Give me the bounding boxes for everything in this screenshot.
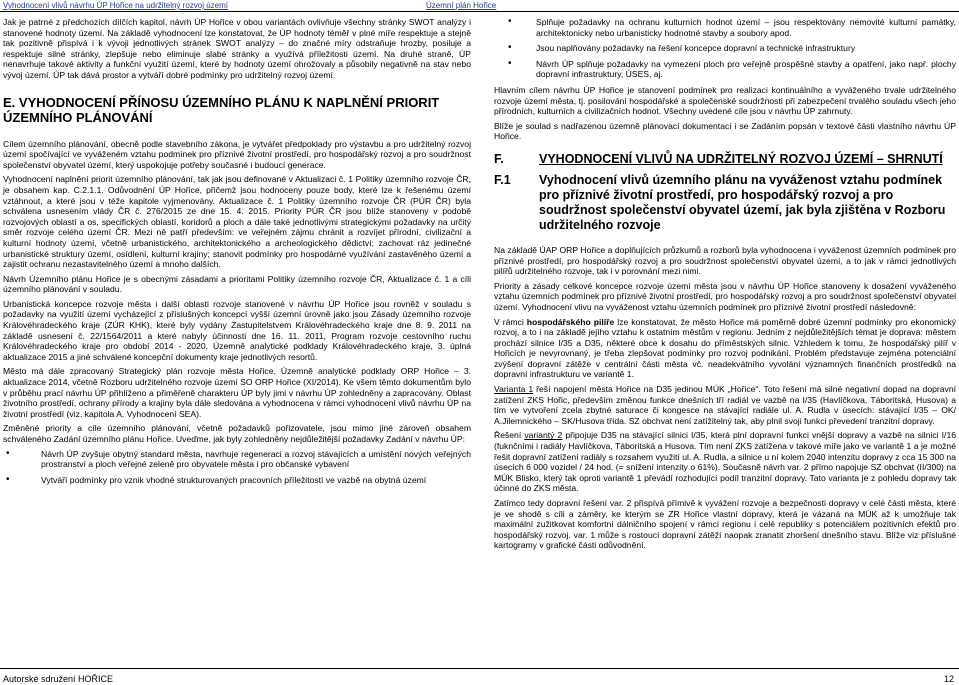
list-item: • Splňuje požadavky na ochranu kulturních hodnot území – jsou respektovány nemovité kulturní památky, architektonicky nebo urbanisticky hodnotné stavby a soubory apod.	[494, 17, 956, 38]
list-item: • Návrh ÚP splňuje požadavky na vymezení ploch pro veřejně prospěšné stavby a opatření, jako např. plochy dopravní infrastruktury, ÚSES, aj.	[494, 59, 956, 80]
underlined-term: Varianta 1	[494, 384, 534, 395]
paragraph: Zatímco tedy dopravní řešení var. 2 přispívá přímivě k vyvážení rozvoje a bezpečnosti dopravy v celé části města, které je ve shodě s cíli a záměry, ke kterým se ZR Hořice vlastní dopravy, která je vázaná na MÚK až k umožňuje tak maximální zužitkovat komfortní dálničního spojení v rámci regionu i celé republiky s potenciálem pozitivních efektů pro hospodářský rozvoj. var. 1 může s rostoucí dopravní zátěží naopak zranatit zhoršení dnešního stavu. Blíže viz příslušné kartogramy v grafické části odůvodnění.	[494, 498, 956, 551]
text-run: řeší napojení města Hořice na D35 jedinou MÚK „Hořice“. Toto řešení má silné negativní dopad na dopravní zatížení ZKS Hořic, především změnou funkce dnešních tří radiál ve vazbě na I/35 (Havlíčkova, Táboritská, Husova) a tím ve vytvoření zcela zbytné saturace či kongesce na stávající radiále ul. A. Rudla v úsecích: stávající I/35 – OK/ A.Jilemnického – SK/Husova třída. SZ obchvat není zatížitelný tak, aby plnil svoji funkci převedení tranzitní dopravy.	[494, 384, 956, 426]
section-e-heading: E. VYHODNOCENÍ PŘÍNOSU ÚZEMNÍHO PLÁNU K NAPLNĚNÍ PRIORIT ÚZEMNÍHO PLÁNOVÁNÍ	[3, 94, 440, 125]
paragraph: Návrh Územního plánu Hořice je s obecnými zásadami a prioritami Politiky územního rozvoje ČR, Aktualizace č. 1 a cíli územního plánování v souladu.	[3, 273, 471, 295]
text-run: připojuje D35 na stávající silnici I/35, která plní dopravní funkci vnější dopravy a vazbě na silnici I/16 (fuknčními i radiály Havlíčkova, Táboritská a Husova. Tím není ZKS zatížena v takové míře jako ve variantě 1 a je možné řešit dopravní zatížení radiály s rozsahem využití ul. A. Rudla, a silnice u ní kolem 2040 intenzitu dopravy z cca 15 300 na úsecích 6 000 vozidel / 24 hod. (= snížení intenzity o 61%). Současně návrh var. 2 přímo napojuje SZ obchvat (II/300) na MÚK Blisko, který tak oproti variantě 1 převádí rozhodující podíl tranzitní dopravy. Tato varianta je z pohledu dopravy tak účinné do ZKS města.	[494, 430, 957, 494]
footer-rule	[0, 668, 959, 669]
list-item: • Jsou naplňovány požadavky na řešení koncepce dopravní a technické infrastruktury	[494, 43, 956, 54]
list-item: • Vytváří podmínky pro vznik vhodné strukturovaných pracovních příležitostí ve vazbě na obytná území	[3, 475, 471, 486]
section-f-number: F.	[494, 151, 504, 166]
paragraph: Vyhodnocení naplnění priorit územního plánování, tak jak jsou definované v Aktualizaci č. 1 Politiky územního rozvoje ČR, je obsahem kap. C.2.1.1. Odůvodnění ÚP Hořice, přičemž jsou hodnoceny pouze body, které lze k řešenému území vztáhnout, a které jsou v téže kapitole vyjmenovány. Aktualizace č. 1 Politiky územního rozvoje ČR (PÚR ČR) byla schválena usnesením vlády ČR č. 276/2015 ze dne 15. 4. 2015. Priority PÚR ČR jsou blíže stanoveny v podobě rozvojových oblastí a os, specifických oblastí, koridorů a ploch a dále také jednotlivými strategickými požadavky na určitý směr rozvoje celého území ČR. Mezi ně patří především: ve veřejném zájmu chránit a rozvíjet přírodní, civilizační a kulturní hodnoty území, včetně urbanistického, architektonického a archeologického dědictví; zachovat ráz jedinečné urbanistické struktury území, osídlení, kulturní krajiny; stanovit podmínky pro hospodárné využívání zastavěného území a zajistit ochranu nezastavitelného území a mnoho dalších.	[3, 174, 471, 270]
right-column	[494, 17, 956, 555]
paragraph: Na základě ÚAP ORP Hořice a doplňujících průzkumů a rozborů byla vyhodnocena i vyváženost územních podmínek pro příznivé prostředí, pro hospodářský rozvoj a pro soudržnost společenství obyvatel území, a to jak v rámci jednotlivých pilířů udržitelného rozvoje, tak i v porovnání mezi nimi.	[494, 244, 956, 277]
page-number: 12	[943, 674, 954, 684]
paragraph: Změněné priority a cíle územního plánování, včetně požadavků pořizovatele, jsou mimo jiné zároveň obsahem schváleného Zadání územního plánu Hořice. Uveďme, jak byly zohledněny nejdůležitější požadavky Zadání v návrhu ÚP:	[3, 423, 471, 444]
paragraph: Urbanistická koncepce rozvoje města i další oblasti rozvoje stanovené v návrhu ÚP Hořice jsou rovněž v souladu s požadavky na využití území vycházející z příslušných koncepcí vyšší územní úrovně jako jsou Zásady územního rozvoje Královéhradeckého kraje (ZÚR KHK), které byly vydány Zastupitelstvem Královéhradeckého kraje dne 8. 9. 2011 na základě usnesení č. 22/1564/2011 a které nabyly účinnosti dne 16. 11. 2011, Program rozvoje cestovního ruchu Královéhradeckého kraje pro období 2014 - 2020, Územně analytické podklady Královéhradeckého kraje, 3. úplná aktualizace 2015 a jiné schválené koncepční dokumenty kraje jednotlivých resortů.	[3, 298, 471, 362]
paragraph: Jak je patrné z předchozích dílčích kapitol, návrh ÚP Hořice v obou variantách ovlivňuje všechny stránky SWOT analýzy i stanovené hodnoty území. Na základě vyhodnocení lze konstatovat, že ÚP hodnoty téměř v plné míře respektuje a stejně tak pozitivně přispívá i k vývoji jednotlivých stránek SWOT analýzy – do značné míry odstraňuje hrozby, posiluje a respektuje silné stránky, zlepšuje nebo eliminuje slabé stránky a využívá příležitosti území. Na druhé straně, ÚP nenavrhuje takové aktivity a funkční využití území, které by hodnoty území ohrožovaly a působily negativně na stav nebo vývoj území. ÚP tak dává prostor a vytváří dobré podmínky pro udržitelný rozvoj území.	[3, 17, 471, 80]
page-footer	[0, 668, 959, 685]
header-left-title: Vyhodnocení vlivů návrhu ÚP Hořice na udržitelný rozvoj území	[3, 1, 228, 10]
underlined-term: variantý 2	[524, 430, 563, 441]
list-item: • Návrh ÚP zvyšuje obytný standard města, navrhuje regeneraci a rozvoj stávajících a umístění nových veřejných prostranství a ploch veřejné zeleně pro obyvatele města i pro občanské vybavení	[3, 449, 471, 470]
header-right-title: Územní plán Hořice	[426, 1, 497, 10]
bold-term: hospodářského pilíře	[526, 316, 615, 327]
text-run: Řešení	[494, 430, 525, 441]
left-column	[3, 17, 471, 490]
section-f1-title: Vyhodnocení vlivů územního plánu na vyváženost vztahu podmínek pro příznivé životní prostředí, pro hospodářský rozvoj a pro soudržnost společenství obyvatel území, jak byla zjištěna v Rozboru udržitelného rozvoje	[539, 172, 946, 232]
section-f-title: VYHODNOCENÍ VLIVŮ NA UDRŽITELNÝ ROZVOJ ÚZEMÍ – SHRNUTÍ	[539, 151, 943, 166]
text-run: lze konstatovat, že město Hořice má poměrně dobré územní podmínky pro ekonomický rozvoj, a to i na základě jejího vztahu k ostatním městům v regionu. Jedním z nejdůležitějších témat je doprava: městem prochází silnice I/35 a D35, některé obce k dosahu do příměstských silnic. Vzhledem k tomu, že hospodářský pilíř v Hořicích je nevyrovnaný, je třeba zlepšovat podmínky pro rozvoj podnikání. Problém představuje zejména potenciální zvýšení dopravní zátěže v centrální části města vč. neadekvátního vyvolání významných finančních prostředků na dopravní infrastrukturu ve variantě 1.	[494, 316, 956, 380]
footer-author: Autorské sdružení HOŘICE	[3, 674, 114, 684]
paragraph	[494, 384, 956, 426]
paragraph	[494, 317, 956, 381]
section-f1-number: F.1	[494, 172, 511, 187]
text-run: V rámci	[494, 316, 527, 327]
page-header	[0, 0, 959, 12]
paragraph: Město má dále zpracovaný Strategický plán rozvoje města Hořice, Územně analytické podklady ORP Hořice – 3. aktualizace 2014, včetně Rozboru udržitelného rozvoje území SO ORP Hořice (XI/2014). Ke všem těmto dokumentům bylo v průběhu prací návrhu ÚP přihlíženo a přiměřeně charakteru ÚP byly jimi v návrhu ÚP zohledněny a zapracovány. Oblast životního prostředí, ochrany přírody a krajiny byla dále sledována a vyhodnocena v rámci vyhodnocení vlivů návrhu ÚP na životní prostředí (viz. kapitola A. Vyhodnocení SEA).	[3, 366, 471, 419]
bullet-list	[3, 449, 471, 486]
section-f-heading	[494, 152, 956, 167]
section-f1-heading	[494, 173, 956, 233]
paragraph: Blíže je soulad s nadřazenou územně plánovací dokumentací i se Zadáním popsán v textové části vlastního návrhu ÚP Hořice.	[494, 120, 956, 142]
header-rule	[0, 11, 959, 12]
paragraph: Hlavním cílem návrhu ÚP Hořice je stanovení podmínek pro realizaci kontinuálního a vyváženého trvale udržitelného rozvoje území města, tj. posilování hospodářské a společenské soudržnosti při zabezpečení trvalého souladu všech jeho přírodních, kulturních a civilizačních hodnot. Všechny uvedené cíle jsou v návrhu ÚP zahrnuty.	[494, 84, 956, 117]
paragraph: Cílem územního plánování, obecně podle stavebního zákona, je vytvářet předpoklady pro výstavbu a pro udržitelný rozvoj území spočívající ve vyváženém vztahu podmínek pro příznivé životní prostředí, pro hospodářský rozvoj a pro soudržnost společenství obyvatel území, který uspokojuje potřeby současné i budoucí generace.	[3, 138, 471, 170]
paragraph	[494, 430, 956, 494]
bullet-list	[494, 17, 956, 80]
paragraph: Priority a zásady celkové koncepce rozvoje území města jsou v návrhu ÚP Hořice stanoveny k dosažení vyváženého vztahu územních podmínek pro příznivé životní prostředí, pro hospodářský rozvoj a pro soudržnost společenství obyvatel území. Vyhodnocení vlivu na vyváženost vztahu územních podmínek pro příznivé životní prostředí následovně:	[494, 280, 956, 312]
